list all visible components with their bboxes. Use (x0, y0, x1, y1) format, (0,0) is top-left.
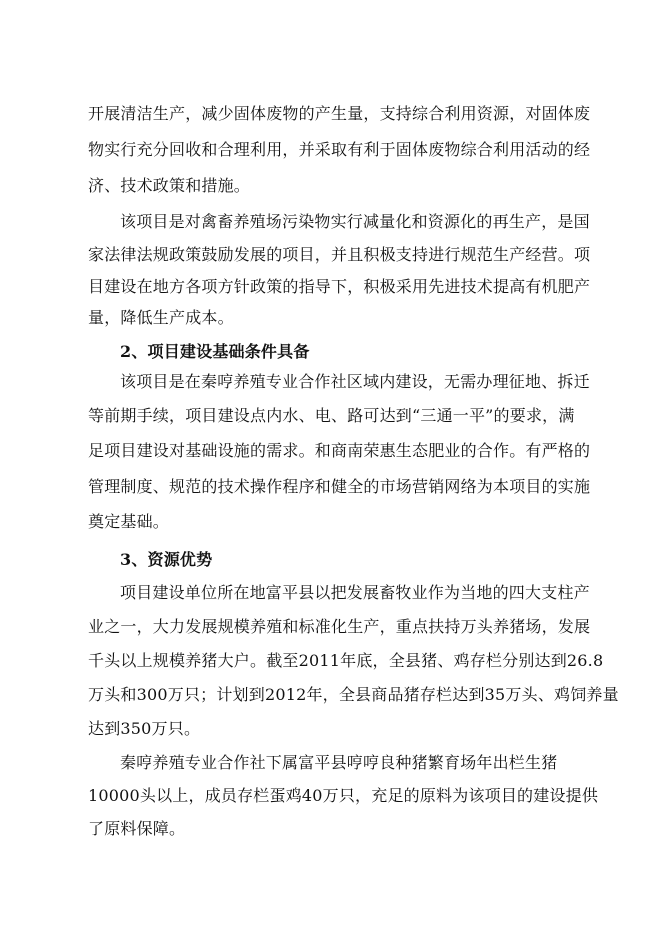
section-3-heading: 3、资源优势 (120, 550, 213, 569)
paragraph-2-line-3: 目建设在地方各项方针政策的指导下，积极采用先进技术提高有机肥产 (88, 277, 591, 296)
paragraph-2-line-2: 家法律法规政策鼓励发展的项目，并且积极支持进行规范生产经营。项 (88, 245, 591, 264)
section-3a-line-4: 万头和300万只；计划到2012年，全县商品猪存栏达到35万头、鸡饲养量 (88, 685, 619, 704)
section-3a-line-5: 达到350万只。 (88, 719, 201, 738)
section-2-heading: 2、项目建设基础条件具备 (120, 342, 310, 361)
section-3a-line-2: 业之一，大力发展规模养殖和标准化生产，重点扶持万头养猪场，发展 (88, 617, 591, 636)
section-3a-line-1: 项目建设单位所在地富平县以把发展畜牧业作为当地的四大支柱产 (120, 583, 590, 602)
paragraph-1-line-3: 济、技术政策和措施。 (88, 176, 251, 195)
section-2-line-4: 管理制度、规范的技术操作程序和健全的市场营销网络为本项目的实施 (88, 477, 591, 496)
section-2-line-3: 足项目建设对基础设施的需求。和商南荣惠生态肥业的合作。有严格的 (88, 441, 591, 460)
paragraph-2-line-1: 该项目是对禽畜养殖场污染物实行减量化和资源化的再生产，是国 (120, 212, 590, 231)
section-2-line-1: 该项目是在秦哼养殖专业合作社区域内建设，无需办理征地、拆迁 (120, 372, 590, 391)
paragraph-2-line-4: 量，降低生产成本。 (88, 308, 234, 327)
section-3b-line-3: 了原料保障。 (88, 819, 186, 838)
section-3b-line-1: 秦哼养殖专业合作社下属富平县哼哼良种猪繁育场年出栏生猪 (120, 753, 558, 772)
section-3b-line-2: 10000头以上，成员存栏蛋鸡40万只，充足的原料为该项目的建设提供 (88, 786, 599, 805)
paragraph-1-line-2: 物实行充分回收和合理利用，并采取有利于固体废物综合利用活动的经 (88, 140, 591, 159)
section-2-line-2: 等前期手续，项目建设点内水、电、路可达到“三通一平”的要求，满 (88, 406, 575, 425)
paragraph-1-line-1: 开展清洁生产，减少固体废物的产生量，支持综合利用资源，对固体废 (88, 104, 591, 123)
section-2-line-5: 奠定基础。 (88, 512, 170, 531)
section-3a-line-3: 千头以上规模养猪大户。截至2011年底，全县猪、鸡存栏分别达到26.8 (88, 651, 604, 670)
